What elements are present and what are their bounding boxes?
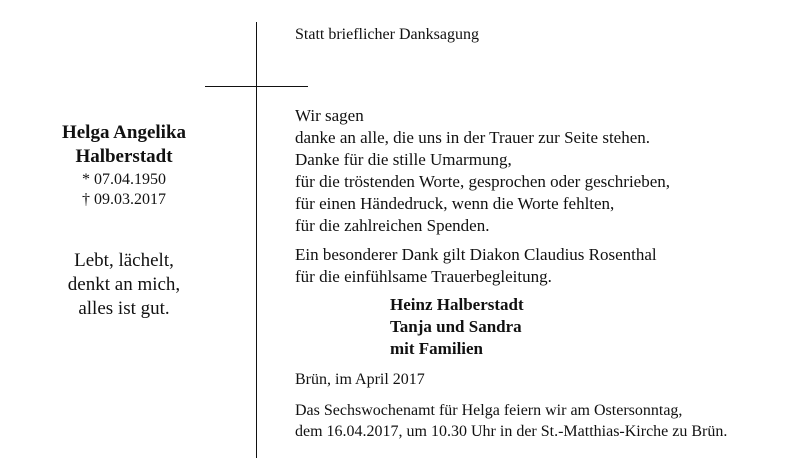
service-note	[295, 400, 727, 442]
thanks-line: für die tröstenden Worte, gesprochen oder geschrieben,	[295, 172, 671, 191]
thanks-paragraph	[295, 105, 670, 237]
signature-line: mit Familien	[390, 339, 484, 358]
signature-line: Heinz Halberstadt	[390, 295, 524, 314]
name-line-1: Helga Angelika	[61, 122, 187, 143]
motto-line-2: denkt an mich,	[67, 274, 181, 295]
deceased-name	[8, 121, 240, 169]
death-date: † 09.03.2017	[82, 191, 166, 208]
motto	[8, 249, 240, 321]
thanks-line: Wir sagen	[295, 106, 364, 125]
place-date: Brün, im April 2017	[295, 371, 425, 388]
special-thanks-paragraph	[295, 244, 657, 288]
service-note-line: dem 16.04.2017, um 10.30 Uhr in der St.-Matthias-Kirche zu Brün.	[295, 423, 728, 440]
signature-line: Tanja und Sandra	[390, 317, 522, 336]
life-dates	[8, 170, 240, 210]
service-note-line: Das Sechswochenamt für Helga feiern wir am Ostersonntag,	[295, 402, 683, 419]
name-line-2: Halberstadt	[75, 146, 173, 167]
signature-block	[390, 294, 524, 360]
thanks-line: danke an alle, die uns in der Trauer zur Seite stehen.	[295, 128, 651, 147]
thanks-line: für einen Händedruck, wenn die Worte fehlten,	[295, 194, 615, 213]
special-thanks-line: für die einfühlsame Trauerbegleitung.	[295, 267, 552, 286]
notice-heading: Statt brieflicher Danksagung	[295, 26, 479, 43]
motto-line-1: Lebt, lächelt,	[74, 250, 174, 271]
motto-line-3: alles ist gut.	[78, 298, 170, 319]
special-thanks-line: Ein besonderer Dank gilt Diakon Claudius Rosenthal	[295, 245, 657, 264]
thanks-line: für die zahlreichen Spenden.	[295, 216, 490, 235]
cross-vertical-line	[256, 22, 257, 458]
birth-date: * 07.04.1950	[82, 171, 166, 188]
cross-horizontal-line	[205, 86, 308, 87]
thanks-line: Danke für die stille Umarmung,	[295, 150, 512, 169]
